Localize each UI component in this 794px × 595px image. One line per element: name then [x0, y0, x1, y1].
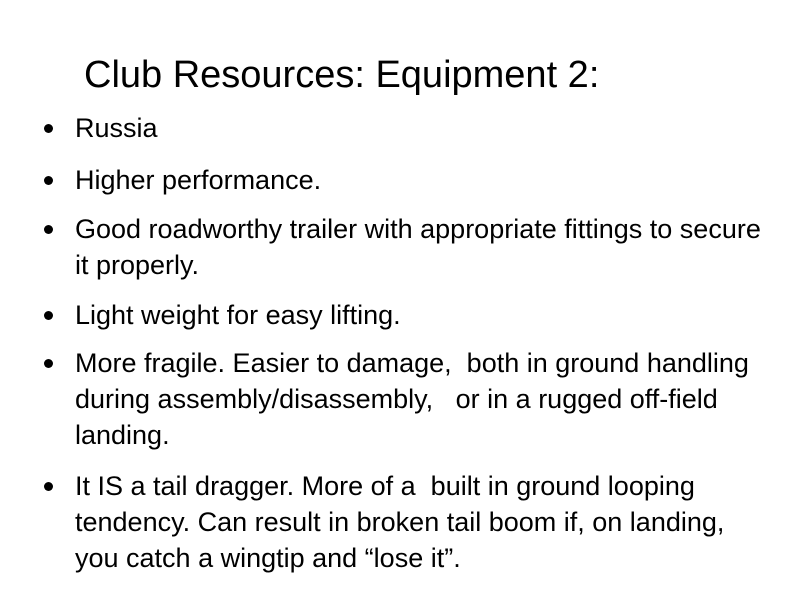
bullet-text: Higher performance. — [75, 165, 322, 195]
bullet-dot-icon — [44, 124, 53, 133]
bullet-text: Good roadworthy trailer with appropriate fittings to secure it properly. — [75, 214, 769, 280]
bullet-text: More fragile. Easier to damage, both in ground handling during assembly/disassembly, or in a rugged off-field landing. — [75, 348, 757, 450]
bullet-text: Russia — [75, 113, 158, 143]
bullet-text: Light weight for easy lifting. — [75, 300, 401, 330]
bullet-dot-icon — [44, 311, 53, 320]
bullet-dot-icon — [44, 176, 53, 185]
bullet-dot-icon — [44, 359, 53, 368]
bullet-dot-icon — [44, 225, 53, 234]
bullet-dot-icon — [44, 482, 53, 491]
bullet-text: It IS a tail dragger. More of a built in ground looping tendency. Can result in broken tail boom if, on landing, you catch a wingtip and “lose it”. — [75, 471, 732, 573]
slide-title: Club Resources: Equipment 2: — [84, 54, 600, 96]
